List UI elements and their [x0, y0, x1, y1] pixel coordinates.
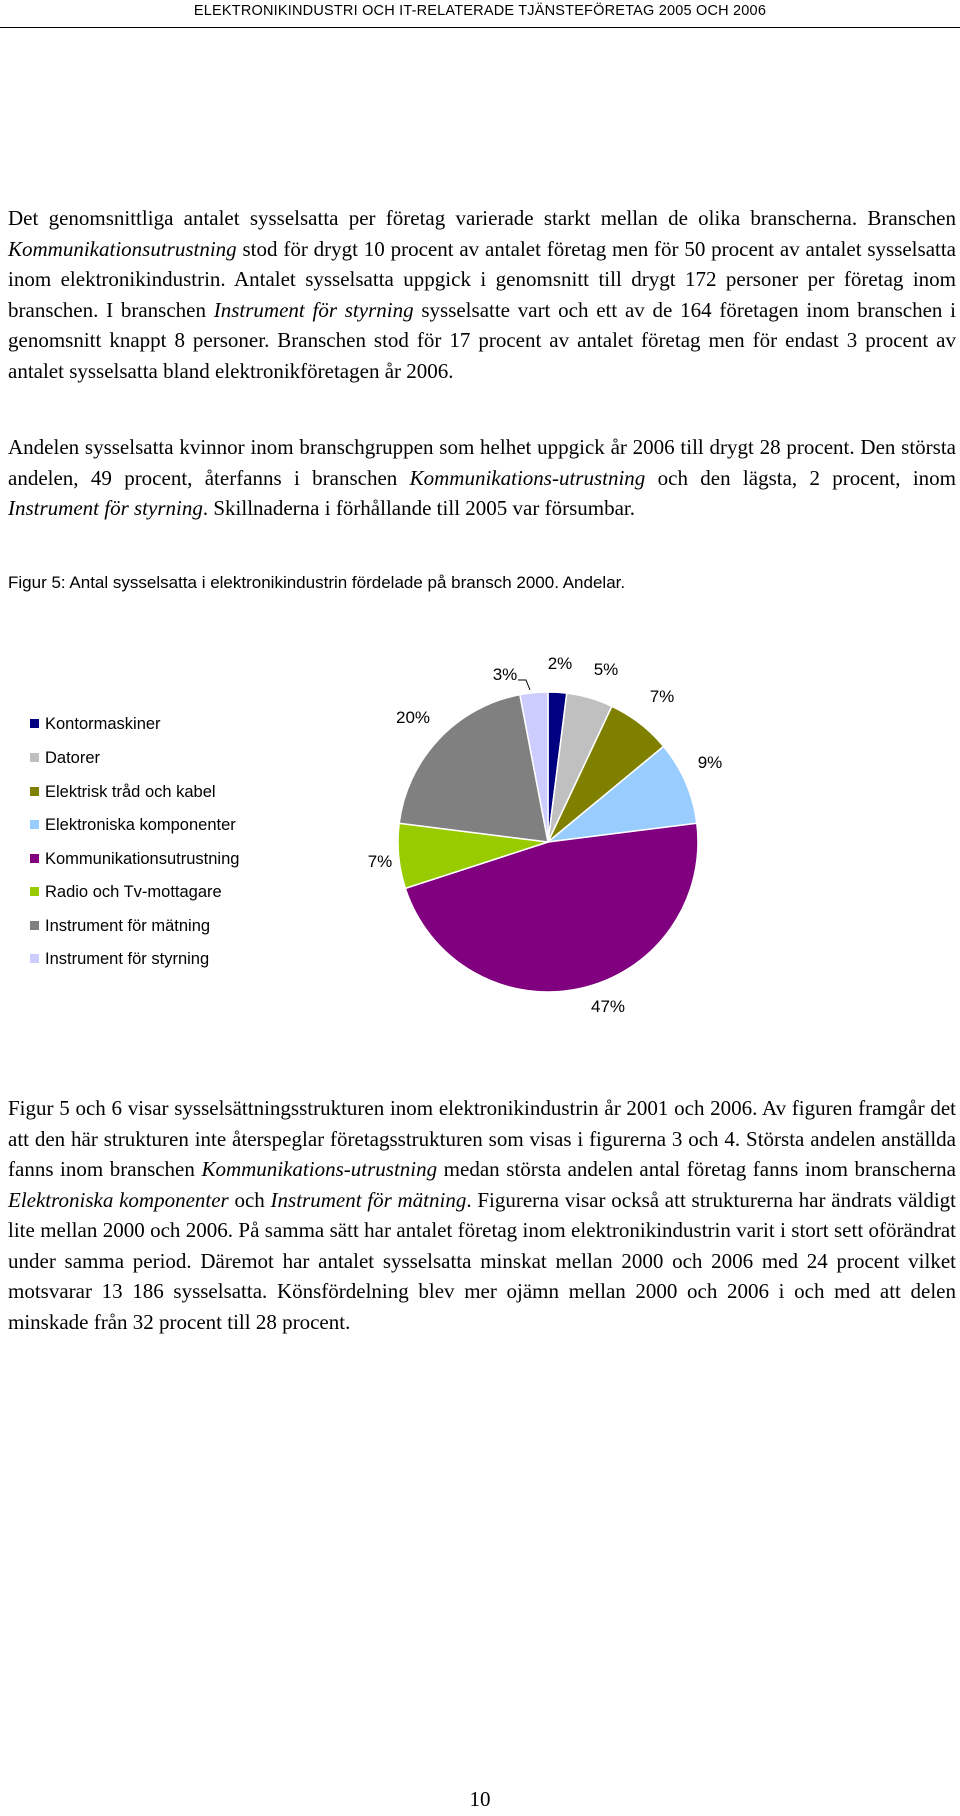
legend-label: Kontormaskiner — [45, 715, 161, 733]
paragraph-text: Det genomsnittliga antalet sysselsatta per företag varierade starkt mellan de olika branscherna. Branschen — [8, 206, 956, 230]
paragraph-text: . Skillnaderna i förhållande till 2005 var försumbar. — [202, 496, 635, 520]
paragraph-text: medan största andelen antal företag fanns inom branscherna — [437, 1157, 956, 1181]
legend-label: Instrument för mätning — [45, 917, 211, 935]
legend-label: Radio och Tv-mottagare — [45, 883, 222, 901]
figure-caption: Figur 5: Antal sysselsatta i elektronikindustrin fördelade på bransch 2000. Andelar. — [8, 573, 626, 592]
paragraph-structure — [8, 1093, 956, 1337]
industry-name: Kommunikations-utrustning — [201, 1157, 438, 1181]
industry-name: Kommunikationsutrustning — [8, 236, 237, 261]
legend-label: Elektrisk tråd och kabel — [45, 783, 216, 801]
slice-data-label: 47% — [590, 997, 626, 1016]
paragraph-text: sysselsatte vart och ett av de 164 företagen inom branschen i genomsnitt knappt 8 personer. Branschen stod för 17 procent av antalet företag men för endast 3 procent av antalet sysselsatta bland elektronikföretagen år 2006. — [8, 297, 957, 383]
slice-data-label: 20% — [395, 708, 431, 727]
slice-data-label: 9% — [697, 753, 723, 772]
paragraph-text: stod för drygt 10 procent av antalet företag men för 50 procent av antalet sysselsatta inom elektronikindustrin. Antalet sysselsatta uppgick i genomsnitt till drygt 172 personer per företag inom branschen. I branschen — [8, 236, 956, 322]
slice-data-label: 7% — [367, 852, 393, 871]
page-number: 10 — [469, 1787, 491, 1811]
industry-name: Instrument för mätning — [270, 1187, 467, 1212]
label-leader-line — [518, 680, 530, 690]
slice-data-label: 7% — [649, 687, 675, 706]
paragraph-text: och den lägsta, 2 procent, inom — [645, 465, 957, 490]
legend-label: Datorer — [45, 749, 101, 767]
paragraph-text: . Figurerna visar också att strukturerna har ändrats väldigt lite mellan 2000 och 2006. På samma sätt har antalet företag inom elektronikindustrin varit i stort sett oförändrat under samma period. Däremot har antalet sysselsatta minskat mellan 2000 och 2006 med 24 procent vilket motsvarar 13 186 sysselsatta. Könsfördelning blev mer ojämn mellan 2000 och 2006 i och med att delen minskade från 32 procent till 28 procent. — [8, 1187, 956, 1334]
industry-name: Kommunikations-utrustning — [409, 465, 646, 490]
legend-label: Instrument för styrning — [45, 950, 210, 968]
paragraph-text: Andelen sysselsatta kvinnor inom branschgruppen som helhet uppgick år 2006 till drygt 28 procent. Den största andelen, 49 procent, återfanns i branschen — [8, 435, 956, 490]
slice-data-label: 5% — [593, 660, 619, 679]
paragraph-text: Figur 5 och 6 visar sysselsättningsstrukturen inom elektronikindustrin år 2001 och 2006. Av figuren framgår det att den här strukturen inte återspeglar företagsstrukturen som visas i figurerna 3 och 4. Största andelen anställda fanns inom branschen — [8, 1096, 956, 1181]
industry-name: Instrument för styrning — [213, 297, 414, 322]
paragraph-text: och — [228, 1187, 271, 1212]
slice-data-label: 2% — [547, 654, 573, 673]
industry-name: Instrument för styrning — [8, 496, 203, 520]
running-header: ELEKTRONIKINDUSTRI OCH IT-RELATERADE TJÄNSTEFÖRETAG 2005 OCH 2006 — [193, 3, 767, 19]
legend-label: Elektroniska komponenter — [45, 816, 236, 834]
slice-data-label: 3% — [492, 665, 518, 684]
industry-name: Elektroniska komponenter — [8, 1187, 229, 1212]
legend-label: Kommunikationsutrustning — [45, 850, 240, 868]
